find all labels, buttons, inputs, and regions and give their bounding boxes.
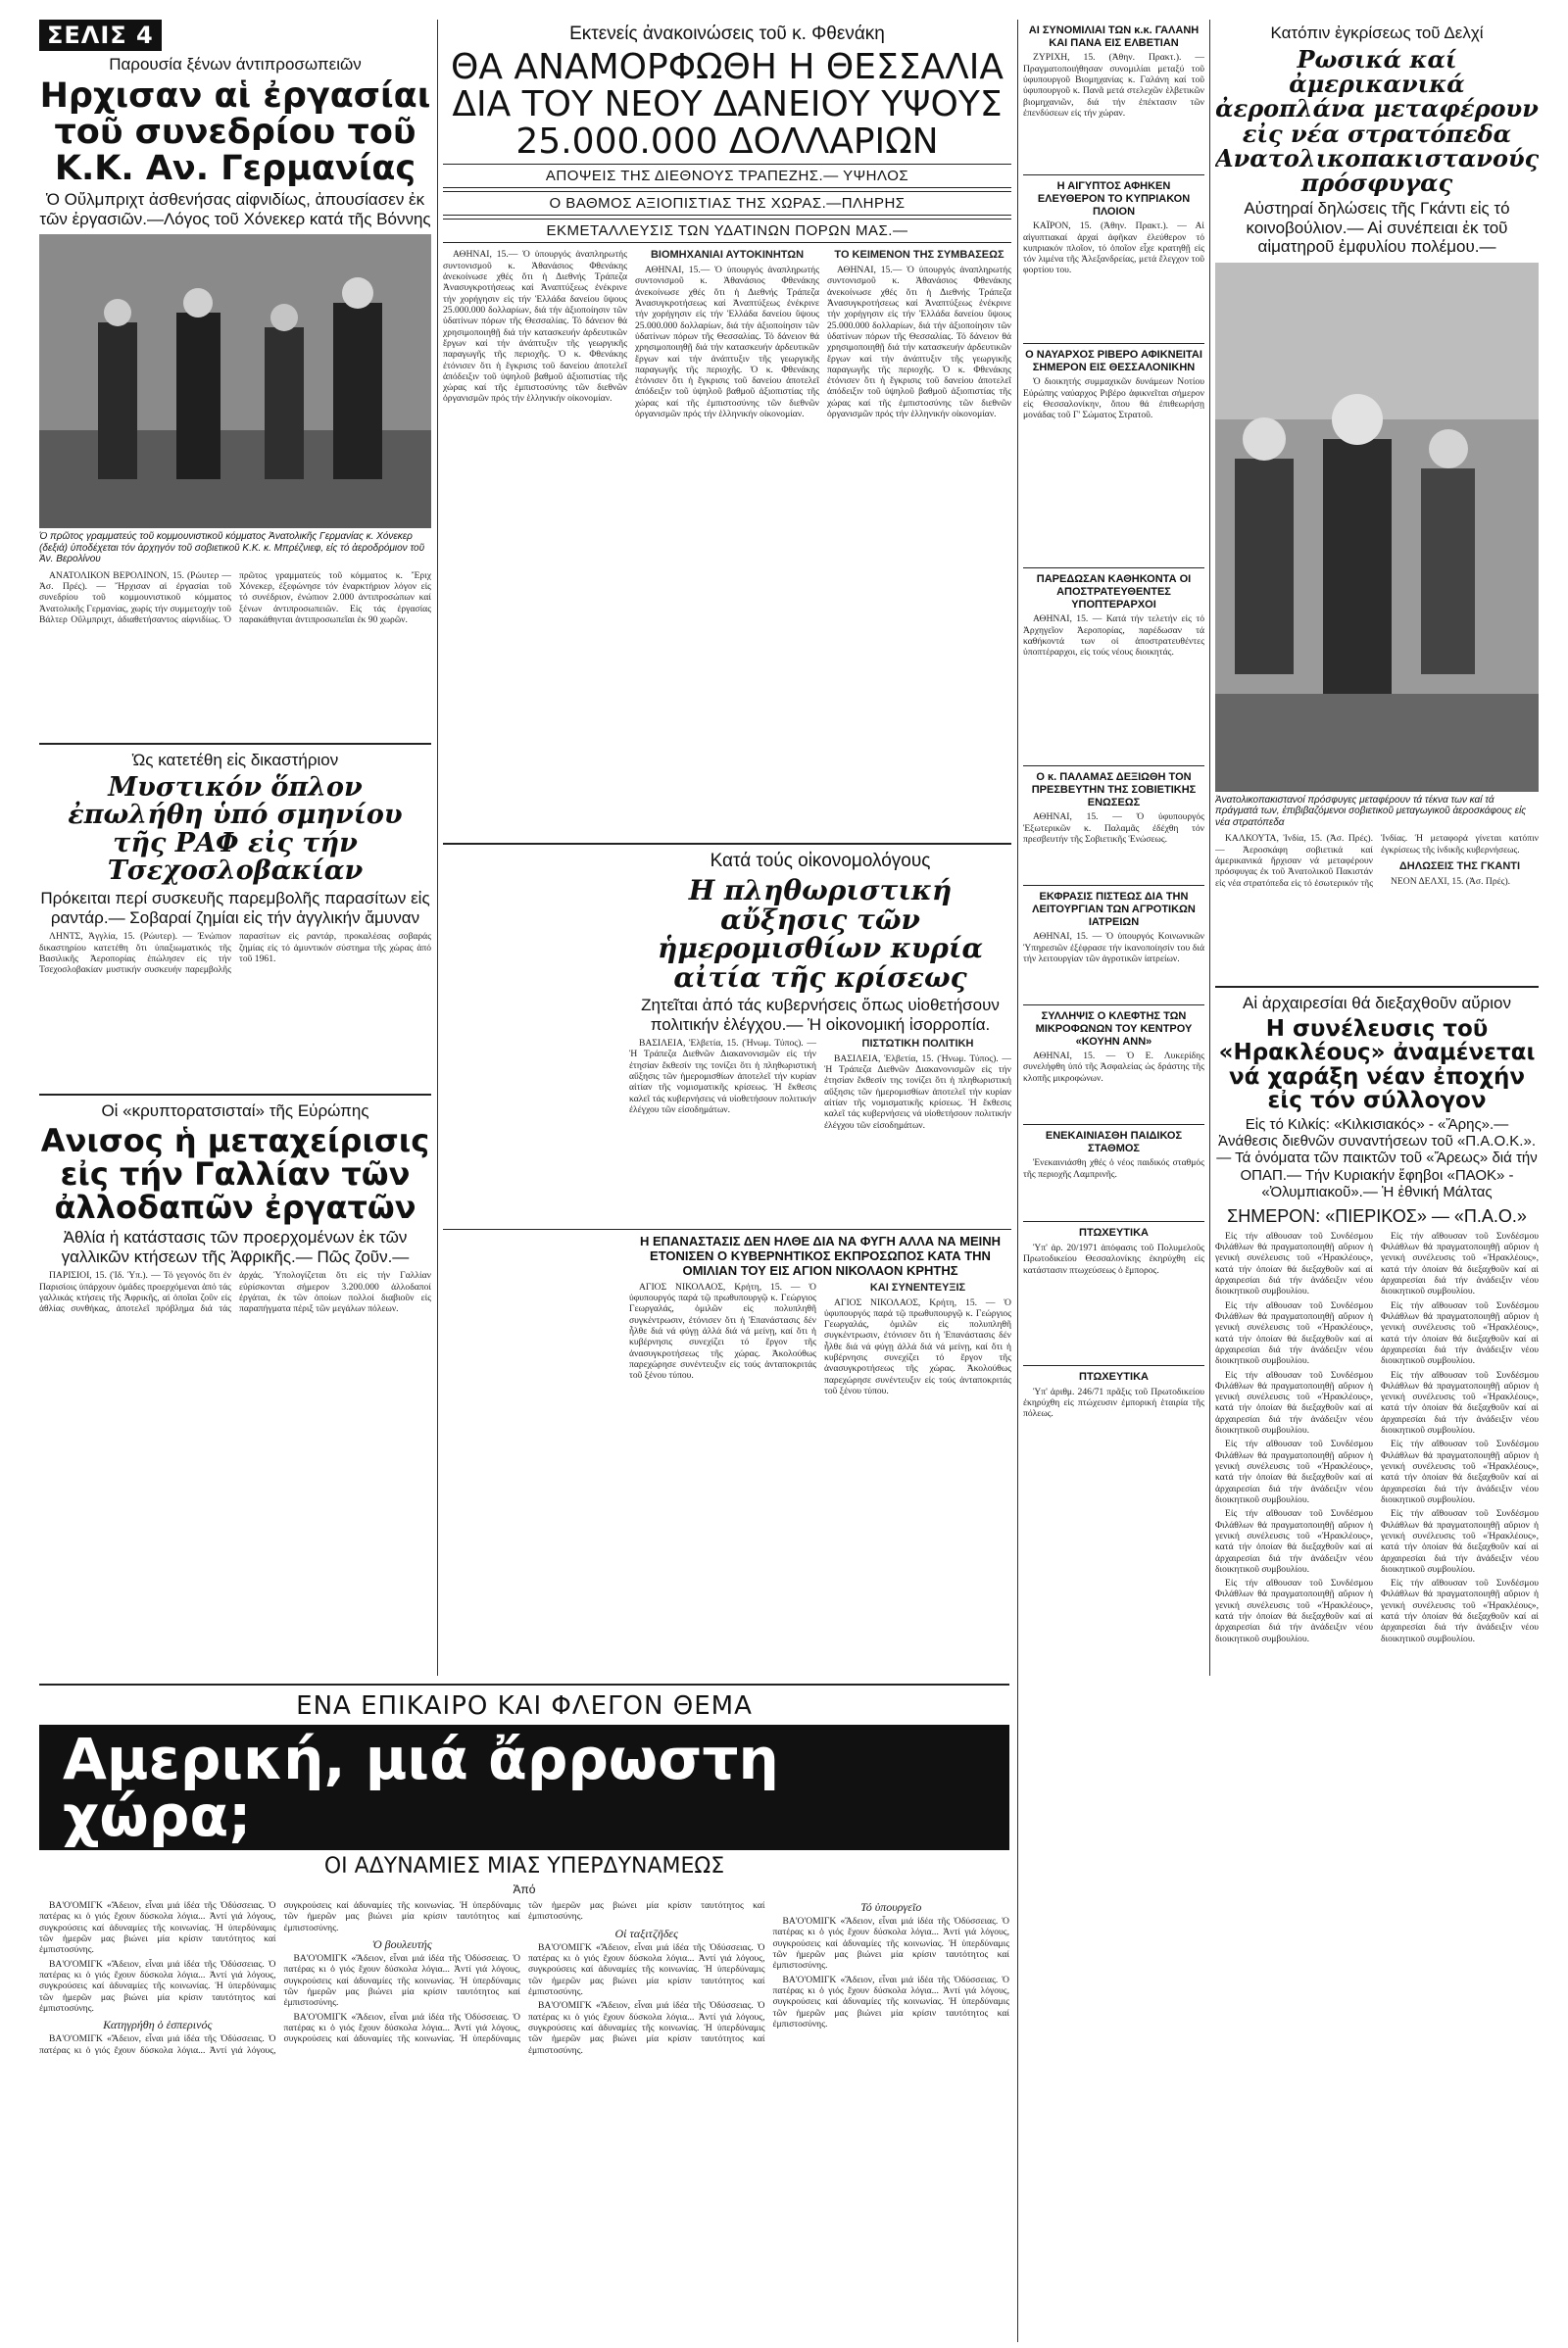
banner-section xyxy=(39,1678,1009,2324)
column-rule xyxy=(437,20,438,1676)
banner-headline: Αμερική, μιά ἄρρωστη χώρα; xyxy=(39,1725,1009,1850)
brief-item xyxy=(1023,1371,1204,1504)
c2-art1-body-text: ΑΘΗΝΑΙ, 15.— Ὁ ὑπουργός ἀναπληρωτής συντονισμοῦ κ. Ἀθανάσιος Φθενάκης ἀνεκοίνωσε χθές ὅτι ἡ Διεθνής Τράπεζα Ἀνασυγκροτήσεως καί Ἀναπτύξεως ἐνέκρινε τήν χορήγησιν εἰς τήν Ἑλλάδα δανείου ὕψους 25.000.000 δολλαρίων, διά τήν ἀξιοποίησιν τῶν ὑδατίνων πόρων τῆς Θεσσαλίας. Τό δάνειον θά χρησιμοποιηθῇ διά τήν κατασκευήν ἀρδευτικῶν ἔργων καί τήν ἀνάπτυξιν τῆς γεωργικῆς παραγωγῆς τῆς περιοχῆς. Ὁ κ. Φθενάκης ἐτόνισεν ὅτι ἡ ἔγκρισις τοῦ δανείου ἀποτελεῖ ἀπόδειξιν τοῦ ὑψηλοῦ βαθμοῦ ἀξιοπιστίας τῆς χώρας καί τῆς ἐμπιστοσύνης τῶν διεθνῶν ὀργανισμῶν πρός τήν ἑλληνικήν οἰκονομίαν. xyxy=(827,265,1011,420)
divider xyxy=(39,1094,431,1096)
divider xyxy=(1023,765,1204,766)
c4-art2-body-text: Εἰς τήν αἴθουσαν τοῦ Συνδέσμου Φιλάθλων θά πραγματοποιηθῇ αὔριον ἡ γενική συνέλευσις τοῦ «Ἡρακλέους», κατά τήν ὁποίαν θά διεξαχθοῦν καί αἱ ἀρχαιρεσίαι διά τήν ἀνάδειξιν νέου διοικητικοῦ συμβουλίου. xyxy=(1215,1299,1373,1367)
banner-headline-wrap xyxy=(39,1725,1009,1850)
art1-caption: Ὁ πρῶτος γραμματεύς τοῦ κομμουνιστικοῦ κόμματος Ἀνατολικῆς Γερμανίας κ. Χόνεκερ (δεξιά) ὑποδέχεται τόν ἀρχηγόν τοῦ σοβιετικοῦ Κ.Κ. κ. Μπρέζνιεφ, εἰς τό ἀεροδρόμιον τοῦ Ἀν. Βερολίνου xyxy=(39,531,425,565)
c2-art1-body-text: ΑΘΗΝΑΙ, 15.— Ὁ ὑπουργός ἀναπληρωτής συντονισμοῦ κ. Ἀθανάσιος Φθενάκης ἀνεκοίνωσε χθές ὅτι ἡ Διεθνής Τράπεζα Ἀνασυγκροτήσεως καί Ἀναπτύξεως ἐνέκρινε τήν χορήγησιν εἰς τήν Ἑλλάδα δανείου ὕψους 25.000.000 δολλαρίων, διά τήν ἀξιοποίησιν τῶν ὑδατίνων πόρων τῆς Θεσσαλίας. Τό δάνειον θά χρησιμοποιηθῇ διά τήν κατασκευήν ἀρδευτικῶν ἔργων καί τήν ἀνάπτυξιν τῆς γεωργικῆς παραγωγῆς τῆς περιοχῆς. Ὁ κ. Φθενάκης ἐτόνισεν ὅτι ἡ ἔγκρισις τοῦ δανείου ἀποτελεῖ ἀπόδειξιν τοῦ ὑψηλοῦ βαθμοῦ ἀξιοπιστίας τῆς χώρας καί τῆς ἐμπιστοσύνης τῶν διεθνῶν ὀργανισμῶν πρός τήν ἑλληνικήν οἰκονομίαν. xyxy=(635,265,819,420)
banner-subhead: Ὁ βουλευτής xyxy=(371,1936,432,1951)
brief-headline: ΕΚΦΡΑΣΙΣ ΠΙΣΤΕΩΣ ΔΙΑ ΤΗΝ ΛΕΙΤΟΥΡΓΙΑΝ ΤΩΝ ΑΓΡΟΤΙΚΩΝ ΙΑΤΡΕΙΩΝ xyxy=(1032,891,1196,928)
c4-art2-body-text: Εἰς τήν αἴθουσαν τοῦ Συνδέσμου Φιλάθλων θά πραγματοποιηθῇ αὔριον ἡ γενική συνέλευσις τοῦ «Ἡρακλέους», κατά τήν ὁποίαν θά διεξαχθοῦν καί αἱ ἀρχαιρεσίαι διά τήν ἀνάδειξιν νέου διοικητικοῦ συμβουλίου. xyxy=(1381,1230,1539,1297)
refugees-photo xyxy=(1215,263,1539,792)
c4-art1-byline: ΔΗΛΩΣΕΙΣ ΤΗΣ ΓΚΑΝΤΙ xyxy=(1398,859,1521,872)
art2-body xyxy=(39,931,431,1088)
brief-item xyxy=(1023,771,1204,880)
c4-art2-today: ΣΗΜΕΡΟΝ: «ΠΙΕΡΙΚΟΣ» — «Π.Α.Ο.» xyxy=(1227,1206,1527,1227)
brief-item xyxy=(1023,891,1204,1000)
c4-art1-headline: Ρωσικά καί ἀμερικανικά ἀεροπλάνα μεταφέρουν εἰς νέα στρατόπεδα Ανατολικοπακιστανούς πρόσφυγας xyxy=(1215,45,1539,197)
c2-art1-body xyxy=(443,249,1011,837)
banner-body-text: ΒΑ'Ο'ΟΜΙΓΚ «Ἄδειον, εἶναι μιά ἰδέα τῆς Ὀδύσσειας. Ὁ πατέρας κι ὁ γιός ἔχουν δύσκολα λόγια... Ἀντί γιά λόγους, συγκρούσεις καί ἀδυναμίες τῆς κοινωνίας. Ἡ ὑπερδύναμις τῶν ἡμερῶν μας βιώνει μία κρίσιν ταυτότητος καί ἐμπιστοσύνης. xyxy=(39,1900,520,2056)
art3-body-text: ΠΑΡΙΣΙΟΙ, 15. (Ἰδ. Ὑπ.). — Τό γεγονός ὅτι ἐν Παρισίοις ὑπάρχουν ὁμάδες προερχόμεναι ἀπό τάς γαλλικάς κτήσεις τῆς Ἀφρικῆς, αἱ ὁποῖαι ζοῦν εἰς ἀθλίας συνθήκας, ἀποτελεῖ πρόβλημα διά τάς ἀρχάς. Ὑπολογίζεται ὅτι εἰς τήν Γαλλίαν εὑρίσκονται σήμερον 3.200.000 ἀλλοδαποί ἐργάται, ἐκ τῶν ὁποίων πολλοί διαβιοῦν εἰς παραπήγματα πέριξ τῶν μεγάλων πόλεων. xyxy=(39,1270,431,1315)
c2-art1-subhead1: ΒΙΟΜΗΧΑΝΙΑΙ ΑΥΤΟΚΙΝΗΤΩΝ xyxy=(650,249,805,262)
brief-body-text: ΖΥΡΙΧΗ, 15. (Ἀθην. Πρακτ.). — Πραγματοποιήθησαν συνομιλίαι μεταξύ τοῦ ὑφυπουργοῦ Βιομηχανίας κ. Γαλάνη καί τοῦ ὑφυπουργοῦ κ. Πανᾶ μετά στελεχῶν ἑλβετικῶν βιομηχανιῶν, διά τήν ἐπέκτασιν τῶν ἐπενδύσεων εἰς τήν χώραν. xyxy=(1023,52,1204,119)
divider xyxy=(1023,1004,1204,1005)
column-1 xyxy=(39,20,431,1676)
divider xyxy=(1215,986,1539,988)
divider xyxy=(1023,1365,1204,1366)
art3-body xyxy=(39,1270,431,1525)
banner-line: ΕΝΑ ΕΠΙΚΑΙΡΟ ΚΑΙ ΦΛΕΓΟΝ ΘΕΜΑ xyxy=(296,1691,753,1721)
banner-subhead: Οἱ ταξιτζῆδες xyxy=(614,1926,679,1940)
c4-art2-deck: Εἰς τό Κιλκίς: «Κιλκισιακός» - «Ἄρης».— Ἀνάθεσις διεθνῶν συναντήσεων τοῦ «Π.Α.Ο.Κ.».— Τά ὀνόματα τῶν παικτῶν τοῦ «Ἄρεως» διά τήν ΟΠΑΠ.— Τήν Κυριακήν ἔφηβοι «ΠΑΟΚ» - «Ὀλυμπιακοῦ».— Ἡ ἐθνική Μάλτας xyxy=(1216,1115,1538,1200)
divider xyxy=(443,843,1011,845)
c4-art2-body-text: Εἰς τήν αἴθουσαν τοῦ Συνδέσμου Φιλάθλων θά πραγματοποιηθῇ αὔριον ἡ γενική συνέλευσις τοῦ «Ἡρακλέους», κατά τήν ὁποίαν θά διεξαχθοῦν καί αἱ ἀρχαιρεσίαι διά τήν ἀνάδειξιν νέου διοικητικοῦ συμβουλίου. xyxy=(1215,1230,1373,1297)
brief-headline: ΕΝΕΚΑΙΝΙΑΣΘΗ ΠΑΙΔΙΚΟΣ ΣΤΑΘΜΟΣ xyxy=(1045,1130,1183,1154)
c2-art3-body-text: ΑΓΙΟΣ ΝΙΚΟΛΑΟΣ, Κρήτη, 15. — Ὁ ὑφυπουργός παρά τῷ πρωθυπουργῷ κ. Γεώργιος Γεωργαλάς, ὁμιλῶν εἰς πολυπληθῆ συγκέντρωσιν, ἐτόνισεν ὅτι ἡ Ἐπανάστασις δέν ἦλθε διά νά φύγῃ ἀλλά διά νά μείνῃ, καί ὅτι ἡ κυβέρνησις συνεχίζει τό ἔργον τῆς ἀνασυγκροτήσεως τῆς χώρας. Ἀκολούθως παρεχώρησε συνέντευξιν εἰς τούς ἀνταποκριτάς τοῦ ξένου τύπου. xyxy=(629,1281,816,1382)
art1-body xyxy=(39,570,431,737)
c2-art3-headline: Η ΕΠΑΝΑΣΤΑΣΙΣ ΔΕΝ ΗΛΘΕ ΔΙΑ ΝΑ ΦΥΓΗ ΑΛΛΑ ΝΑ ΜΕΙΝΗ ΕΤΟΝΙΣΕΝ Ο ΚΥΒΕΡΝΗΤΙΚΟΣ ΕΚΠΡΟΣΩΠΟΣ ΚΑΤΑ ΤΗΝ ΟΜΙΛΙΑΝ ΤΟΥ ΕΙΣ ΑΓΙΟΝ ΝΙΚΟΛΑΟΝ ΚΡΗΤΗΣ xyxy=(639,1234,1002,1278)
banner-subhead: Τό ὑπουργεῖο xyxy=(860,1900,922,1914)
divider xyxy=(1023,1221,1204,1222)
congress-photo-image xyxy=(39,234,431,528)
column-3 xyxy=(1023,20,1204,1676)
c2-art3-body-text: ΑΓΙΟΣ ΝΙΚΟΛΑΟΣ, Κρήτη, 15. — Ὁ ὑφυπουργός παρά τῷ πρωθυπουργῷ κ. Γεώργιος Γεωργαλάς, ὁμιλῶν εἰς πολυπληθῆ συγκέντρωσιν, ἐτόνισεν ὅτι ἡ Ἐπανάστασις δέν ἦλθε διά νά φύγῃ ἀλλά διά νά μείνῃ, καί ὅτι ἡ κυβέρνησις συνεχίζει τό ἔργον τῆς ἀνασυγκροτήσεως τῆς χώρας. Ἀκολούθως παρεχώρησε συνέντευξιν εἰς τούς ἀνταποκριτάς τοῦ ξένου τύπου. xyxy=(824,1296,1011,1396)
brief-body-text: ΑΘΗΝΑΙ, 15. — Ὁ ὑπουργός Κοινωνικῶν Ὑπηρεσιῶν ἐξέφρασε τήν ἱκανοποίησίν του διά τήν λειτουργίαν τῶν ἀγροτικῶν ἰατρείων. xyxy=(1023,931,1204,964)
brief-body-text: Ὑπ' ἀρ. 20/1971 ἀπόφασις τοῦ Πολυμελοῦς Πρωτοδικείου Θεσσαλονίκης ἐκηρύχθη εἰς κατάστασιν πτωχεύσεως ὁ ἔμπορος. xyxy=(1023,1243,1204,1276)
refugees-photo-image xyxy=(1215,263,1539,792)
c4-art2-body-text: Εἰς τήν αἴθουσαν τοῦ Συνδέσμου Φιλάθλων θά πραγματοποιηθῇ αὔριον ἡ γενική συνέλευσις τοῦ «Ἡρακλέους», κατά τήν ὁποίαν θά διεξαχθοῦν καί αἱ ἀρχαιρεσίαι διά τήν ἀνάδειξιν νέου διοικητικοῦ συμβουλίου. xyxy=(1381,1369,1539,1437)
c4-art1-kicker: Κατόπιν ἐγκρίσεως τοῦ Δελχί xyxy=(1270,24,1484,42)
art2-kicker: Ὡς κατετέθη εἰς δικαστήριον xyxy=(131,750,339,769)
c2-art1-subhead2: ΤΟ ΚΕΙΜΕΝΟΝ ΤΗΣ ΣΥΜΒΑΣΕΩΣ xyxy=(834,249,1004,262)
banner-body-text: ΒΑ'Ο'ΟΜΙΓΚ «Ἄδειον, εἶναι μιά ἰδέα τῆς Ὀδύσσειας. Ὁ πατέρας κι ὁ γιός ἔχουν δύσκολα λόγια... Ἀντί γιά λόγους, συγκρούσεις καί ἀδυναμίες τῆς κοινωνίας. Ἡ ὑπερδύναμις τῶν ἡμερῶν μας βιώνει μία κρίσιν ταυτότητος καί ἐμπιστοσύνης. xyxy=(528,1941,765,1998)
c4-art2-kicker: Αἱ ἀρχαιρεσίαι θά διεξαχθοῦν αὔριον xyxy=(1243,994,1511,1013)
banner-body-text: ΒΑ'Ο'ΟΜΙΓΚ «Ἄδειον, εἶναι μιά ἰδέα τῆς Ὀδύσσειας. Ὁ πατέρας κι ὁ γιός ἔχουν δύσκολα λόγια... Ἀντί γιά λόγους, συγκρούσεις καί ἀδυναμίες τῆς κοινωνίας. Ἡ ὑπερδύναμις τῶν ἡμερῶν μας βιώνει μία κρίσιν ταυτότητος καί ἐμπιστοσύνης. xyxy=(528,2000,765,2056)
brief-body xyxy=(1023,931,1204,1000)
brief-body xyxy=(1023,376,1204,563)
c2-art2 xyxy=(629,851,1011,1224)
c4-art2-body xyxy=(1215,1231,1539,2230)
c2-art1-line2: Ο ΒΑΘΜΟΣ ΑΞΙΟΠΙΣΤΙΑΣ ΤΗΣ ΧΩΡΑΣ.—ΠΛΗΡΗΣ xyxy=(443,191,1011,216)
c4-art1-dateline: ΝΕΟΝ ΔΕΛΧΙ, 15. (Ἀσ. Πρές). xyxy=(1391,875,1511,887)
brief-body xyxy=(1023,1387,1204,1504)
column-rule xyxy=(1017,20,1018,2342)
art1-deck: Ὁ Οὔλμπριχτ ἀσθενήσας αἰφνιδίως, ἀπουσίασεν ἐκ τῶν ἐργασιῶν.—Λόγος τοῦ Χόνεκερ κατά τῆς Βόννης xyxy=(39,190,431,228)
art1-body-text: ΑΝΑΤΟΛΙΚΟΝ ΒΕΡΟΛΙΝΟΝ, 15. (Ρώυτερ — Ἀσ. Πρές). — Ἤρχισαν αἱ ἐργασίαι τοῦ συνεδρίου τοῦ κομμουνιστικοῦ κόμματος Ἀνατολικῆς Γερμανίας, χωρίς τήν συμμετοχήν τοῦ Βάλτερ Οὔλμπριχτ, ἀδιαθετήσαντος αἰφνιδίως. Ὁ πρῶτος γραμματεύς τοῦ κόμματος κ. Ἔριχ Χόνεκερ, ἐξεφώνησε τόν ἐναρκτήριον λόγον εἰς τό συνέδριον, ἐνώπιον 2.000 ἀντιπροσώπων καί ξένων ἀντιπροσωπειῶν. Εἰς τάς ἐργασίας παρακάθηνται ἀντιπροσωπεῖαι ἐκ 90 χωρῶν. xyxy=(39,569,431,626)
c2-art2-body xyxy=(629,1038,1011,1224)
brief-item xyxy=(1023,180,1204,338)
brief-body xyxy=(1023,613,1204,760)
divider xyxy=(443,1229,1011,1230)
c4-art2-body-text: Εἰς τήν αἴθουσαν τοῦ Συνδέσμου Φιλάθλων θά πραγματοποιηθῇ αὔριον ἡ γενική συνέλευσις τοῦ «Ἡρακλέους», κατά τήν ὁποίαν θά διεξαχθοῦν καί αἱ ἀρχαιρεσίαι διά τήν ἀνάδειξιν νέου διοικητικοῦ συμβουλίου. xyxy=(1381,1439,1539,1505)
page-label-text: ΣΕΛΙΣ 4 xyxy=(39,20,162,51)
c4-art2-body-text: Εἰς τήν αἴθουσαν τοῦ Συνδέσμου Φιλάθλων θά πραγματοποιηθῇ αὔριον ἡ γενική συνέλευσις τοῦ «Ἡρακλέους», κατά τήν ὁποίαν θά διεξαχθοῦν καί αἱ ἀρχαιρεσίαι διά τήν ἀνάδειξιν νέου διοικητικοῦ συμβουλίου. xyxy=(1215,1439,1373,1505)
divider xyxy=(1023,885,1204,886)
brief-body-text: ΑΘΗΝΑΙ, 15. — Ὁ Ε. Λυκερίδης συνελήφθη ὑπό τῆς Ἀσφαλείας ὡς δράστης τῆς κλοπῆς μικροφώνων. xyxy=(1023,1051,1204,1084)
brief-body xyxy=(1023,1157,1204,1216)
brief-body xyxy=(1023,811,1204,880)
c2-art2-kicker: Κατά τούς οἰκονομολόγους xyxy=(710,851,931,872)
c2-art2-body-text: ΒΑΣΙΛΕΙΑ, Ἑλβετία, 15. (Ἡνωμ. Τύπος). — Ἡ Τράπεζα Διεθνῶν Διακανονισμῶν εἰς τήν ἐτησίαν ἔκθεσίν της τονίζει ὅτι ἡ πληθωριστική αὔξησις τῶν ἡμερομισθίων ἀποτελεῖ τήν κυρίαν αἰτίαν τῆς νομισματικῆς κρίσεως. Ἡ ἔκθεσις καλεῖ τάς κυβερνήσεις νά υἱοθετήσουν πολιτικήν ἐλέγχου τῶν εἰσοδημάτων. xyxy=(629,1038,816,1115)
c2-art2-body-text: ΒΑΣΙΛΕΙΑ, Ἑλβετία, 15. (Ἡνωμ. Τύπος). — Ἡ Τράπεζα Διεθνῶν Διακανονισμῶν εἰς τήν ἐτησίαν ἔκθεσίν της τονίζει ὅτι ἡ πληθωριστική αὔξησις τῶν ἡμερομισθίων ἀποτελεῖ τήν κυρίαν αἰτίαν τῆς νομισματικῆς κρίσεως. Ἡ ἔκθεσις καλεῖ τάς κυβερνήσεις νά υἱοθετήσουν πολιτικήν ἐλέγχου τῶν εἰσοδημάτων. xyxy=(824,1052,1011,1131)
art2-deck: Πρόκειται περί συσκευῆς παρεμβολῆς παρασίτων εἰς ραντάρ.— Σοβαραί ζημίαι εἰς τήν ἀγγλικήν ἄμυναν xyxy=(40,889,430,927)
brief-body-text: ΚΑΪΡΟΝ, 15. (Ἀθην. Πρακτ.). — Αἱ αἰγυπτιακαί ἀρχαί ἀφῆκαν ἐλεύθερον τό κυπριακόν πλοῖον, τό ὁποῖον εἶχε κρατηθῇ εἰς τόν λιμένα τῆς Ἀλεξανδρείας, μετά ἔλεγχον τοῦ φορτίου του. xyxy=(1023,220,1204,276)
c4-art2-body-text: Εἰς τήν αἴθουσαν τοῦ Συνδέσμου Φιλάθλων θά πραγματοποιηθῇ αὔριον ἡ γενική συνέλευσις τοῦ «Ἡρακλέους», κατά τήν ὁποίαν θά διεξαχθοῦν καί αἱ ἀρχαιρεσίαι διά τήν ἀνάδειξιν νέου διοικητικοῦ συμβουλίου. xyxy=(1215,1508,1373,1575)
c4-art2-headline: Η συνέλευσις τοῦ «Ηρακλέους» ἀναμένεται νά χαράξη νέαν ἐποχήν εἰς τόν σύλλογον xyxy=(1218,1016,1536,1113)
art2-body-text: ΛΗΝΤΣ, Ἀγγλία, 15. (Ρώυτερ). — Ἐνώπιον δικαστηρίου κατετέθη ὅτι ὑπαξιωματικός τῆς Βασιλικῆς Ἀεροπορίας ἐπώλησεν εἰς τήν Τσεχοσλοβακίαν μυστικήν συσκευήν παρεμβολῆς παρασίτων εἰς ραντάρ, προκαλέσας σοβαράς ζημίας εἰς τό ἀμυντικόν σύστημα τῆς χώρας ἀπό τοῦ 1961. xyxy=(39,931,431,976)
brief-headline: Ο ΝΑΥΑΡΧΟΣ ΡΙΒΕΡΟ ΑΦΙΚΝΕΙΤΑΙ ΣΗΜΕΡΟΝ ΕΙΣ ΘΕΣΣΑΛΟΝΙΚΗΝ xyxy=(1025,349,1202,373)
brief-item xyxy=(1023,573,1204,760)
column-2 xyxy=(443,20,1011,1676)
divider xyxy=(1023,174,1204,175)
brief-headline: ΠΤΩΧΕΥΤΙΚΑ xyxy=(1079,1371,1149,1384)
divider xyxy=(39,743,431,745)
brief-body xyxy=(1023,52,1204,170)
banner-body xyxy=(39,1900,1009,2324)
brief-body-text: Ὑπ' ἀριθμ. 246/71 πρᾶξις τοῦ Πρωτοδικείου ἐκηρύχθη εἰς πτώχευσιν ἐμπορική ἑταιρία τῆς πόλεως. xyxy=(1023,1386,1204,1420)
brief-body-text: ΑΘΗΝΑΙ, 15. — Ὁ ὑφυπουργός Ἐξωτερικῶν κ. Παλαμᾶς ἐδέχθη τόν πρεσβευτήν τῆς Σοβιετικῆς Ἑνώσεως. xyxy=(1023,811,1204,845)
banner-body-text: ΒΑ'Ο'ΟΜΙΓΚ «Ἄδειον, εἶναι μιά ἰδέα τῆς Ὀδύσσειας. Ὁ πατέρας κι ὁ γιός ἔχουν δύσκολα λόγια... Ἀντί γιά λόγους, συγκρούσεις καί ἀδυναμίες τῆς κοινωνίας. Ἡ ὑπερδύναμις τῶν ἡμερῶν μας βιώνει μία κρίσιν ταυτότητος καί ἐμπιστοσύνης. xyxy=(772,1974,1009,2030)
art2-headline: Μυστικόν ὅπλον ἐπωλήθη ὑπό σμηνίου τῆς ΡΑΦ εἰς τήν Τσεχοσλοβακίαν xyxy=(68,771,403,886)
brief-body-text: Ὁ διοικητής συμμαχικῶν δυνάμεων Νοτίου Εὐρώπης ναύαρχος Ριβέρο ἀφικνεῖται σήμερον εἰς Θεσσαλονίκην, ὅπου θά ἐπιθεωρήσῃ μονάδας τοῦ Γ' Σώματος Στρατοῦ. xyxy=(1023,376,1204,421)
brief-item xyxy=(1023,1130,1204,1216)
page-label xyxy=(39,20,431,51)
art3-deck: Ἀθλία ἡ κατάστασις τῶν προερχομένων ἐκ τῶν γαλλικῶν κτήσεων τῆς Ἀφρικῆς.— Πῶς ζοῦν.— xyxy=(61,1228,410,1266)
banner-body-text: ΒΑ'Ο'ΟΜΙΓΚ «Ἄδειον, εἶναι μιά ἰδέα τῆς Ὀδύσσειας. Ὁ πατέρας κι ὁ γιός ἔχουν δύσκολα λόγια... Ἀντί γιά λόγους, συγκρούσεις καί ἀδυναμίες τῆς κοινωνίας. Ἡ ὑπερδύναμις τῶν ἡμερῶν μας βιώνει μία κρίσιν ταυτότητος καί ἐμπιστοσύνης. xyxy=(283,1953,520,2009)
c2-art3-subhead: ΚΑΙ ΣΥΝΕΝΤΕΥΞΙΣ xyxy=(869,1281,966,1294)
brief-headline: Η ΑΙΓΥΠΤΟΣ ΑΦΗΚΕΝ ΕΛΕΥΘΕΡΟΝ ΤΟ ΚΥΠΡΙΑΚΟΝ ΠΛΟΙΟΝ xyxy=(1037,180,1191,218)
brief-item xyxy=(1023,1010,1204,1119)
c4-art1-caption: Ἀνατολικοπακιστανοί πρόσφυγες μεταφέρουν τά τέκνα των καί τά πράγματά των, ἐπιβιβαζόμενοι σοβιετικοῦ μεταγωγικοῦ ἀεροσκάφους εἰς νέα στρατόπεδα xyxy=(1215,794,1527,828)
brief-body xyxy=(1023,1051,1204,1119)
brief-headline: ΠΑΡΕΔΩΣΑΝ ΚΑΘΗΚΟΝΤΑ ΟΙ ΑΠΟΣΤΡΑΤΕΥΘΕΝΤΕΣ ΥΠΟΠΤΕΡΑΡΧΟΙ xyxy=(1036,573,1192,611)
banner-sub: ΟΙ ΑΔΥΝΑΜΙΕΣ ΜΙΑΣ ΥΠΕΡΔΥΝΑΜΕΩΣ xyxy=(323,1854,725,1879)
brief-body-text: ΑΘΗΝΑΙ, 15. — Κατά τήν τελετήν εἰς τό Ἀρχηγεῖον Ἀεροπορίας, παρέδωσαν τά καθήκοντά των οἱ ἀποστρατευθέντες ὑποπτέραρχοι, εἰς τούς νέους διοικητάς. xyxy=(1023,613,1204,659)
art1-headline: Ηρχισαν αἱ ἐργασίαι τοῦ συνεδρίου τοῦ Κ.Κ. Αν. Γερμανίας xyxy=(39,76,431,188)
brief-headline: ΠΤΩΧΕΥΤΙΚΑ xyxy=(1079,1227,1149,1240)
c2-art3 xyxy=(629,1235,1011,1537)
divider xyxy=(39,1684,1009,1686)
brief-body-text: Ἐνεκαινιάσθη χθές ὁ νέος παιδικός σταθμός τῆς περιοχῆς Λαμπρινῆς. xyxy=(1023,1157,1204,1180)
c4-art2-body-text: Εἰς τήν αἴθουσαν τοῦ Συνδέσμου Φιλάθλων θά πραγματοποιηθῇ αὔριον ἡ γενική συνέλευσις τοῦ «Ἡρακλέους», κατά τήν ὁποίαν θά διεξαχθοῦν καί αἱ ἀρχαιρεσίαι διά τήν ἀνάδειξιν νέου διοικητικοῦ συμβουλίου. xyxy=(1215,1578,1373,1644)
column-rule xyxy=(1209,20,1210,1676)
brief-item xyxy=(1023,1227,1204,1360)
banner-body-text: ΒΑ'Ο'ΟΜΙΓΚ «Ἄδειον, εἶναι μιά ἰδέα τῆς Ὀδύσσειας. Ὁ πατέρας κι ὁ γιός ἔχουν δύσκολα λόγια... Ἀντί γιά λόγους, συγκρούσεις καί ἀδυναμίες τῆς κοινωνίας. Ἡ ὑπερδύναμις τῶν ἡμερῶν μας βιώνει μία κρίσιν ταυτότητος καί ἐμπιστοσύνης. xyxy=(283,1900,765,2045)
divider xyxy=(1023,343,1204,344)
congress-photo xyxy=(39,234,431,528)
c4-art1-body-text: ΚΑΛΚΟΥΤΑ, Ἰνδία, 15. (Ἀσ. Πρές). — Ἀεροσκάφη σοβιετικά καί ἀμερικανικά ἤρχισαν νά μεταφέρουν πρόσφυγας ἐκ τοῦ Ἀνατολικοῦ Πακιστάν εἰς νέα στρατόπεδα εἰς τό ἐσωτερικόν τῆς Ἰνδίας. Ἡ μεταφορά γίνεται κατόπιν ἐγκρίσεως τῆς ἰνδικῆς κυβερνήσεως. xyxy=(1215,833,1539,889)
c4-art1-deck: Αὐστηραί δηλώσεις τῆς Γκάντι εἰς τό κοινοβούλιον.— Αἱ συνέπειαι ἐκ τοῦ αἱματηροῦ ἐμφυλίου πολέμου.— xyxy=(1244,199,1510,257)
c2-art1-kicker: Εκτενείς ἀνακοινώσεις τοῦ κ. Φθενάκη xyxy=(569,24,885,44)
divider xyxy=(1023,1124,1204,1125)
brief-body xyxy=(1023,1243,1204,1360)
brief-item xyxy=(1023,24,1204,170)
art3-kicker: Οἱ «κρυπτορατσισταί» τῆς Εὐρώπης xyxy=(101,1101,369,1121)
brief-headline: ΣΥΛΛΗΨΙΣ Ο ΚΛΕΦΤΗΣ ΤΩΝ ΜΙΚΡΟΦΩΝΩΝ ΤΟΥ ΚΕΝΤΡΟΥ «ΚΟΥΗΝ ΑΝΝ» xyxy=(1035,1010,1193,1048)
column-4 xyxy=(1215,20,1539,2342)
banner-author: Ἀπό xyxy=(513,1883,536,1896)
banner-body-text: ΒΑ'Ο'ΟΜΙΓΚ «Ἄδειον, εἶναι μιά ἰδέα τῆς Ὀδύσσειας. Ὁ πατέρας κι ὁ γιός ἔχουν δύσκολα λόγια... Ἀντί γιά λόγους, συγκρούσεις καί ἀδυναμίες τῆς κοινωνίας. Ἡ ὑπερδύναμις τῶν ἡμερῶν μας βιώνει μία κρίσιν ταυτότητος καί ἐμπιστοσύνης. xyxy=(39,1900,276,1956)
art3-headline: Ανισος ἡ μεταχείρισις εἰς τήν Γαλλίαν τῶν ἀλλοδαπῶν ἐργατῶν xyxy=(40,1122,430,1226)
c4-art2-body-text: Εἰς τήν αἴθουσαν τοῦ Συνδέσμου Φιλάθλων θά πραγματοποιηθῇ αὔριον ἡ γενική συνέλευσις τοῦ «Ἡρακλέους», κατά τήν ὁποίαν θά διεξαχθοῦν καί αἱ ἀρχαιρεσίαι διά τήν ἀνάδειξιν νέου διοικητικοῦ συμβουλίου. xyxy=(1381,1508,1539,1575)
divider xyxy=(1023,567,1204,568)
c2-art1-line3: ΕΚΜΕΤΑΛΛΕΥΣΙΣ ΤΩΝ ΥΔΑΤΙΝΩΝ ΠΟΡΩΝ ΜΑΣ.— xyxy=(443,219,1011,243)
c2-art2-subhead: ΠΙΣΤΩΤΙΚΗ ΠΟΛΙΤΙΚΗ xyxy=(861,1038,974,1051)
brief-headline: Ο κ. ΠΑΛΑΜΑΣ ΔΕΞΙΩΘΗ ΤΟΝ ΠΡΕΣΒΕΥΤΗΝ ΤΗΣ ΣΟΒΙΕΤΙΚΗΣ ΕΝΩΣΕΩΣ xyxy=(1031,771,1197,808)
banner-body-text: ΒΑ'Ο'ΟΜΙΓΚ «Ἄδειον, εἶναι μιά ἰδέα τῆς Ὀδύσσειας. Ὁ πατέρας κι ὁ γιός ἔχουν δύσκολα λόγια... Ἀντί γιά λόγους, συγκρούσεις καί ἀδυναμίες τῆς κοινωνίας. Ἡ ὑπερδύναμις τῶν ἡμερῶν μας βιώνει μία κρίσιν ταυτότητος καί ἐμπιστοσύνης. xyxy=(39,1958,276,2014)
c2-art1-body-text: ΑΘΗΝΑΙ, 15.— Ὁ ὑπουργός ἀναπληρωτής συντονισμοῦ κ. Ἀθανάσιος Φθενάκης ἀνεκοίνωσε χθές ὅτι ἡ Διεθνής Τράπεζα Ἀνασυγκροτήσεως καί Ἀναπτύξεως ἐνέκρινε τήν χορήγησιν εἰς τήν Ἑλλάδα δανείου ὕψους 25.000.000 δολλαρίων, διά τήν ἀξιοποίησιν τῶν ὑδατίνων πόρων τῆς Θεσσαλίας. Τό δάνειον θά χρησιμοποιηθῇ διά τήν κατασκευήν ἀρδευτικῶν ἔργων καί τήν ἀνάπτυξιν τῆς γεωργικῆς παραγωγῆς τῆς περιοχῆς. Ὁ κ. Φθενάκης ἐτόνισεν ὅτι ἡ ἔγκρισις τοῦ δανείου ἀποτελεῖ ἀπόδειξιν τοῦ ὑψηλοῦ βαθμοῦ ἀξιοπιστίας τῆς χώρας καί τῆς ἐμπιστοσύνης τῶν διεθνῶν ὀργανισμῶν πρός τήν ἑλληνικήν οἰκονομίαν. xyxy=(443,249,627,405)
banner-subhead: Κατηγρήθη ὁ ἑσπερινός xyxy=(103,2018,213,2032)
c2-art3-body xyxy=(629,1282,1011,1537)
brief-headline: ΑΙ ΣΥΝΟΜΙΛΙΑΙ ΤΩΝ κ.κ. ΓΑΛΑΝΗ ΚΑΙ ΠΑΝΑ ΕΙΣ ΕΛΒΕΤΙΑΝ xyxy=(1028,24,1200,49)
banner-body-text: ΒΑ'Ο'ΟΜΙΓΚ «Ἄδειον, εἶναι μιά ἰδέα τῆς Ὀδύσσειας. Ὁ πατέρας κι ὁ γιός ἔχουν δύσκολα λόγια... Ἀντί γιά λόγους, συγκρούσεις καί ἀδυναμίες τῆς κοινωνίας. Ἡ ὑπερδύναμις τῶν ἡμερῶν μας βιώνει μία κρίσιν ταυτότητος καί ἐμπιστοσύνης. xyxy=(772,1916,1009,1972)
c2-art2-deck: Ζητεῖται ἀπό τάς κυβερνήσεις ὅπως υἱοθετήσουν πολιτικήν ἐλέγχου.— Ἡ οἰκονομική ἰσορροπία. xyxy=(641,995,1000,1034)
brief-item xyxy=(1023,349,1204,563)
c2-art1-line1: ΑΠΟΨΕΙΣ ΤΗΣ ΔΙΕΘΝΟΥΣ ΤΡΑΠΕΖΗΣ.— ΥΨΗΛΟΣ xyxy=(443,164,1011,188)
c4-art1-body xyxy=(1215,833,1539,980)
art1-kicker: Παρουσία ξένων άντιπροσωπειῶν xyxy=(109,55,362,73)
c2-art2-headline: Η πληθωριστική αὔξησις τῶν ἡμερομισθίων κυρία αἰτία τῆς κρίσεως xyxy=(657,874,984,994)
c2-art1-headline: ΘΑ ΑΝΑΜΟΡΦΩΘΗ Η ΘΕΣΣΑΛΙΑ ΔΙΑ ΤΟΥ ΝΕΟΥ ΔΑΝΕΙΟΥ ΥΨΟΥΣ 25.000.000 ΔΟΛΛΑΡΙΩΝ xyxy=(451,47,1004,162)
brief-body xyxy=(1023,220,1204,338)
c4-art2-body-text: Εἰς τήν αἴθουσαν τοῦ Συνδέσμου Φιλάθλων θά πραγματοποιηθῇ αὔριον ἡ γενική συνέλευσις τοῦ «Ἡρακλέους», κατά τήν ὁποίαν θά διεξαχθοῦν καί αἱ ἀρχαιρεσίαι διά τήν ἀνάδειξιν νέου διοικητικοῦ συμβουλίου. xyxy=(1381,1299,1539,1367)
c4-art2-body-text: Εἰς τήν αἴθουσαν τοῦ Συνδέσμου Φιλάθλων θά πραγματοποιηθῇ αὔριον ἡ γενική συνέλευσις τοῦ «Ἡρακλέους», κατά τήν ὁποίαν θά διεξαχθοῦν καί αἱ ἀρχαιρεσίαι διά τήν ἀνάδειξιν νέου διοικητικοῦ συμβουλίου. xyxy=(1381,1578,1539,1644)
c4-art2-body-text: Εἰς τήν αἴθουσαν τοῦ Συνδέσμου Φιλάθλων θά πραγματοποιηθῇ αὔριον ἡ γενική συνέλευσις τοῦ «Ἡρακλέους», κατά τήν ὁποίαν θά διεξαχθοῦν καί αἱ ἀρχαιρεσίαι διά τήν ἀνάδειξιν νέου διοικητικοῦ συμβουλίου. xyxy=(1215,1369,1373,1437)
